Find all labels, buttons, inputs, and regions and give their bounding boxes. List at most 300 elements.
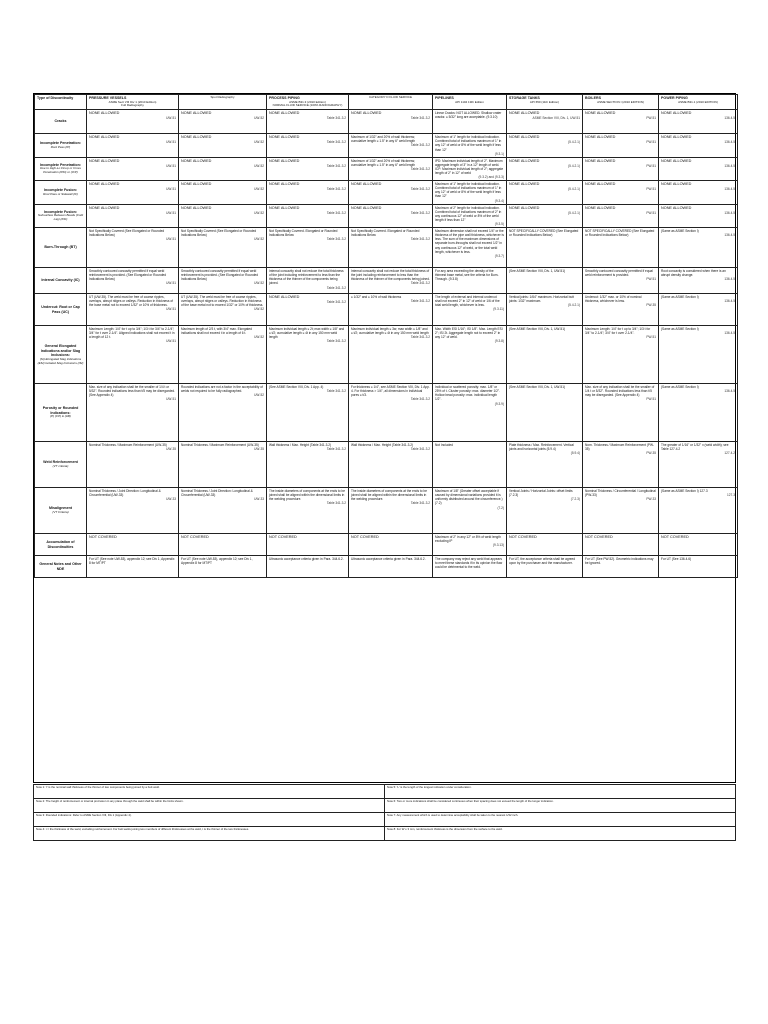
criteria-text: Plate thickness / Max. Reinforcement. Vertical joints and horizontal joints (5.9.4) bbox=[509, 443, 574, 452]
criteria-text: Maximum of 1" length for individual indication. Combined total of indications maximum of 1" in any 12" of weld or 8% of the weld length if less than 12" bbox=[435, 182, 502, 199]
column-header: CATEGORY D FLUID SERVICE bbox=[349, 95, 433, 110]
criteria-cell bbox=[87, 556, 179, 578]
criteria-text: Nominal Thickness / Joint Direction: Longitudinal & Circumferential (UW-33) bbox=[181, 489, 253, 498]
code-reference: Table 341.3.2 bbox=[326, 285, 346, 290]
code-reference: (9.3.1) bbox=[494, 151, 504, 156]
criteria-text: NOT COVERED bbox=[585, 535, 613, 540]
criteria-text: Internal concavity shall not reduce the total thickness of the joint including reinforcement to less than the thickness of the thinner of the components being joined. bbox=[351, 269, 430, 282]
criteria-cell bbox=[267, 228, 349, 268]
column-header: POWER PIPING ASME B31.1 (2010 EDITION) bbox=[659, 95, 738, 110]
code-reference: Table 341.3.2 bbox=[326, 339, 346, 344]
criteria-text: Individual or scattered porosity: max. 1/8" or 25% of t. Cluster porosity: max. diameter 1/2". Hollow bead porosity: max. individual length 1/2". bbox=[435, 385, 500, 402]
criteria-text: (Same as ASME Section I) 127.3 bbox=[661, 489, 708, 494]
criteria-text: The company may reject any weld that appears to meet these standards if in its opinion the flaw could be detrimental to the weld. bbox=[435, 557, 503, 570]
column-header: PIPELINES API 1104 19th Edition bbox=[433, 95, 507, 110]
code-reference: UW-52 bbox=[254, 163, 264, 168]
criteria-text: NONE ALLOWED bbox=[89, 158, 120, 163]
criteria-cell bbox=[349, 556, 433, 578]
criteria-cell bbox=[267, 384, 349, 442]
table-row bbox=[35, 268, 738, 294]
criteria-cell bbox=[267, 534, 349, 556]
criteria-text: NONE ALLOWED bbox=[585, 111, 616, 116]
code-reference: PW-33 bbox=[646, 497, 656, 502]
criteria-text: Wall thickness / Max. Height (Table 341.3.2) bbox=[351, 443, 414, 448]
criteria-cell bbox=[87, 384, 179, 442]
note: Note 5: 'L' is the length of the longest indication under consideration. bbox=[385, 785, 736, 799]
criteria-text: NOT COVERED bbox=[269, 535, 297, 540]
criteria-text: NONE ALLOWED bbox=[509, 135, 540, 140]
code-reference: UW-51 bbox=[166, 397, 176, 402]
criteria-text: NONE ALLOWED bbox=[89, 135, 120, 140]
criteria-cell bbox=[583, 442, 659, 488]
criteria-cell bbox=[507, 157, 583, 180]
criteria-cell bbox=[659, 442, 738, 488]
code-reference: Table 341.3.2 bbox=[410, 210, 430, 215]
code-reference: PW-51 bbox=[646, 187, 656, 192]
criteria-cell bbox=[659, 134, 738, 157]
code-reference: Table 341.3.2 bbox=[326, 210, 346, 215]
criteria-text: Maximum of 2" in any 12" or 8% of weld length excluding IP bbox=[435, 535, 501, 544]
criteria-cell bbox=[583, 228, 659, 268]
criteria-cell bbox=[267, 134, 349, 157]
note: Note 7: Any measurement which is used to determine acceptability shall be taken to the nearest 1/32 inch. bbox=[385, 813, 736, 827]
criteria-cell bbox=[659, 268, 738, 294]
notes-row bbox=[34, 827, 736, 841]
code-reference: Table 341.3.2 bbox=[410, 447, 430, 452]
criteria-text: NOT COVERED bbox=[89, 535, 117, 540]
column-header: STORAGE TANKS API 650 (11th Edition) bbox=[507, 95, 583, 110]
code-reference: 136.4.5 bbox=[724, 210, 735, 215]
criteria-cell bbox=[179, 442, 267, 488]
notes-table bbox=[33, 784, 736, 841]
criteria-text: For thickness ≤ 1/4", see ASME Section VIII, Div. 1 App. 4. For thickness > 1/4", all dimensions in individual pores ≤ t/3. bbox=[351, 385, 430, 398]
criteria-cell bbox=[659, 228, 738, 268]
criteria-cell bbox=[349, 326, 433, 384]
note: Note 3: Rounded indications: Refer to ASME Section VIII, Div 1 (Appendix 4). bbox=[34, 813, 385, 827]
criteria-cell bbox=[433, 534, 507, 556]
discontinuity-name: Incomplete Fusion: bbox=[44, 188, 77, 193]
code-reference: 136.4.5 bbox=[724, 389, 735, 394]
criteria-cell bbox=[179, 384, 267, 442]
criteria-text: (See ASME Section VIII, Div. 1, UW-51) bbox=[509, 269, 566, 274]
criteria-cell bbox=[659, 534, 738, 556]
discontinuity-label bbox=[35, 326, 87, 384]
code-reference: (9.3.7) bbox=[494, 253, 504, 258]
criteria-text: Root concavity is considered when there is an abrupt density change. bbox=[661, 269, 726, 278]
criteria-text: The inside diameters of components at the ends to be joined shall be aligned within the dimensional limits in the welding procedure. bbox=[269, 489, 346, 502]
criteria-text: For UT (See 136.4.6) bbox=[661, 557, 692, 562]
criteria-cell bbox=[583, 110, 659, 134]
weld-acceptance-table bbox=[34, 94, 738, 578]
criteria-text: NOT COVERED bbox=[661, 535, 689, 540]
criteria-cell bbox=[433, 556, 507, 578]
criteria-cell bbox=[179, 294, 267, 326]
criteria-text: Not Specifically Covered (See Elongated or Rounded Indications Below) bbox=[181, 229, 257, 238]
criteria-text: NONE ALLOWED bbox=[509, 158, 540, 163]
criteria-cell bbox=[87, 326, 179, 384]
criteria-cell bbox=[179, 228, 267, 268]
criteria-text: Not Specifically Covered. Elongated or Rounded Indications Below bbox=[351, 229, 420, 238]
criteria-cell bbox=[507, 534, 583, 556]
criteria-text: Nominal Thickness / Joint Direction: Longitudinal & Circumferential (UW-33) bbox=[89, 489, 161, 498]
code-reference: UW-52 bbox=[254, 187, 264, 192]
code-reference: UW-51 bbox=[166, 210, 176, 215]
criteria-cell bbox=[87, 442, 179, 488]
criteria-text: NONE ALLOWED bbox=[585, 158, 616, 163]
code-reference: PW-51 bbox=[646, 397, 656, 402]
criteria-text: For UT, the acceptance criteria shall be agreed upon by the purchaser and the manufacturer. bbox=[509, 557, 576, 566]
table-body bbox=[35, 110, 738, 578]
criteria-cell bbox=[507, 488, 583, 534]
criteria-cell bbox=[659, 110, 738, 134]
criteria-text: For any area exceeding the density of the thinnest base metal, see the criteria for Burn-Through. (9.3.8) bbox=[435, 269, 499, 282]
code-reference: UW-52 bbox=[254, 116, 264, 121]
code-reference: Table 341.3.2 bbox=[410, 187, 430, 192]
criteria-cell bbox=[433, 294, 507, 326]
code-reference: 136.4.5 bbox=[724, 163, 735, 168]
code-reference: PW-51 bbox=[646, 277, 656, 282]
discontinuity-subtitle: Subsurface Between Beads (Cold Lap) (IFD) bbox=[37, 213, 84, 222]
criteria-text: Ultrasonic acceptance criteria given in Para. 344.6.2. bbox=[269, 557, 344, 562]
discontinuity-subtitle: (P) (CP) & (HB) bbox=[50, 414, 71, 419]
criteria-cell bbox=[349, 268, 433, 294]
code-reference: 136.4.5 bbox=[724, 233, 735, 238]
criteria-text: Max. size of any indication shall be the smaller of 1/4 t or 5/32". Rounded indications less than t/5 may be disregarded. (See Appendix 4) bbox=[89, 385, 176, 398]
criteria-cell bbox=[507, 384, 583, 442]
code-reference: Table 341.3.2 bbox=[326, 501, 346, 506]
criteria-cell bbox=[433, 110, 507, 134]
code-reference: (5.4.2.1) bbox=[568, 187, 580, 192]
criteria-text: NONE ALLOWED bbox=[181, 135, 212, 140]
criteria-text: NOT COVERED bbox=[181, 535, 209, 540]
criteria-cell bbox=[267, 294, 349, 326]
criteria-cell bbox=[659, 556, 738, 578]
criteria-cell bbox=[583, 204, 659, 227]
criteria-text: Not Included bbox=[435, 443, 453, 448]
criteria-text: NONE ALLOWED bbox=[269, 111, 300, 116]
discontinuity-name: Incomplete Fusion: bbox=[44, 209, 77, 214]
criteria-cell bbox=[87, 488, 179, 534]
code-reference: UW-51 bbox=[166, 187, 176, 192]
criteria-text: Nom. Thickness / Maximum Reinforcement (PW-35) bbox=[585, 443, 654, 452]
discontinuity-label bbox=[35, 157, 87, 180]
criteria-text: NOT SPECIFICALLY COVERED (See Elongated or Rounded Indications Below) bbox=[585, 229, 655, 238]
criteria-text: NONE ALLOWED bbox=[661, 205, 692, 210]
discontinuity-subtitle: Root Pass or Sidewall (IF) bbox=[43, 191, 78, 196]
criteria-cell bbox=[433, 157, 507, 180]
discontinuity-label bbox=[35, 442, 87, 488]
criteria-text: NONE ALLOWED bbox=[351, 205, 382, 210]
criteria-cell bbox=[507, 110, 583, 134]
criteria-cell bbox=[583, 534, 659, 556]
table-row bbox=[35, 442, 738, 488]
criteria-cell bbox=[87, 204, 179, 227]
criteria-cell bbox=[267, 326, 349, 384]
code-reference: 136.4.5 bbox=[724, 140, 735, 145]
criteria-text: For UT (See note UW-53), appendix 12; see Div 1, Appendix 8 for MT/PT bbox=[181, 557, 253, 566]
criteria-text: NONE ALLOWED bbox=[661, 111, 692, 116]
code-reference: Table 341.3.2 bbox=[410, 299, 430, 304]
criteria-text: Vertical Joints / Horizontal Joints: offset limits (7.2.3) bbox=[509, 489, 573, 498]
criteria-text: For UT (See note UW-53), appendix 12; see Div 1, Appendix 8 for MT/PT bbox=[89, 557, 175, 566]
discontinuity-label bbox=[35, 556, 87, 578]
criteria-cell bbox=[583, 488, 659, 534]
criteria-cell bbox=[659, 488, 738, 534]
code-reference: ASME Section VIII, Div. 1, UW-51 bbox=[532, 116, 580, 121]
criteria-text: NONE ALLOWED bbox=[269, 135, 300, 140]
criteria-cell bbox=[349, 294, 433, 326]
criteria-cell bbox=[507, 326, 583, 384]
criteria-text: Maximum individual length ≤ 3w; max width ≤ 1/8" and ≤ t/2; cumulative length ≤ 4t in any 150 mm weld length bbox=[351, 327, 429, 336]
code-reference: PW-51 bbox=[646, 210, 656, 215]
criteria-cell bbox=[433, 181, 507, 204]
code-reference: Table 341.3.2 bbox=[410, 501, 430, 506]
criteria-text: (Same as ASME Section I) bbox=[661, 385, 699, 390]
discontinuity-label bbox=[35, 268, 87, 294]
discontinuity-subtitle: (VT Criteria) bbox=[52, 510, 69, 514]
criteria-text: NONE ALLOWED bbox=[89, 111, 120, 116]
criteria-cell bbox=[507, 294, 583, 326]
criteria-cell bbox=[267, 110, 349, 134]
criteria-cell bbox=[583, 384, 659, 442]
discontinuity-label bbox=[35, 488, 87, 534]
discontinuity-label bbox=[35, 294, 87, 326]
table-row bbox=[35, 556, 738, 578]
criteria-cell bbox=[659, 157, 738, 180]
code-reference: UW-52 bbox=[254, 140, 264, 145]
criteria-cell bbox=[583, 556, 659, 578]
code-reference: (5.4.2.1) bbox=[568, 140, 580, 145]
criteria-text: Vertical joints: 1/64" maximum. Horizontal butt joints: 1/32" maximum. bbox=[509, 295, 574, 304]
discontinuity-name: Misalignment bbox=[49, 506, 72, 511]
discontinuity-subtitle: Root Pass (IP) bbox=[50, 144, 71, 149]
discontinuity-name: Incomplete Penetration: bbox=[40, 141, 81, 146]
criteria-text: Nominal Thickness / Maximum Reinforcement (UW-35) bbox=[89, 443, 167, 448]
code-reference: (9.3.13) bbox=[493, 543, 504, 548]
criteria-text: UT (UW-35). The weld must be free of coarse ripples, overlaps, abrupt ridges or valleys. Reduction in thickness of the base metal not to exceed 1/32" or 10% of thickness. bbox=[89, 295, 173, 308]
criteria-cell bbox=[349, 534, 433, 556]
criteria-text: (See ASME Section VIII, Div. 1, UW-51) bbox=[509, 327, 566, 332]
criteria-cell bbox=[507, 204, 583, 227]
criteria-cell bbox=[179, 204, 267, 227]
criteria-text: NONE ALLOWED bbox=[351, 111, 382, 116]
criteria-text: NONE ALLOWED bbox=[661, 135, 692, 140]
code-reference: Table 341.3.2 bbox=[410, 335, 430, 340]
code-reference: (9.3.9) bbox=[494, 401, 504, 406]
criteria-text: NONE ALLOWED bbox=[585, 182, 616, 187]
code-reference: UW-52 bbox=[254, 335, 264, 340]
criteria-cell bbox=[87, 228, 179, 268]
criteria-text: Max. size of any indication shall be the smaller of 1/4 t or 5/32". Rounded indications less than t/5 may be disregarded. (See Appendix 4) bbox=[585, 385, 655, 398]
criteria-text: ≤ 1/32" and ≤ 10% of wall thickness bbox=[351, 295, 402, 300]
criteria-cell bbox=[349, 488, 433, 534]
code-reference: UW-51 bbox=[166, 281, 176, 286]
criteria-text: NONE ALLOWED bbox=[181, 158, 212, 163]
code-reference: UW-33 bbox=[254, 497, 264, 502]
criteria-cell bbox=[433, 488, 507, 534]
code-reference: PW-51 bbox=[646, 335, 656, 340]
criteria-text: Maximum Length: 1/4" for t up to 3/4"; 1/3 t for 3/4" to 2-1/4"; 3/4" for t over 2-1/4". bbox=[585, 327, 651, 336]
discontinuity-label bbox=[35, 384, 87, 442]
code-reference: UW-52 bbox=[254, 307, 264, 312]
code-reference: UW-51 bbox=[166, 237, 176, 242]
table-row bbox=[35, 488, 738, 534]
criteria-text: Not Specifically Covered. Elongated or Rounded Indications Below bbox=[269, 229, 338, 238]
code-reference: UW-35 bbox=[254, 447, 264, 452]
criteria-cell bbox=[267, 157, 349, 180]
table-row bbox=[35, 326, 738, 384]
criteria-text: IPD: Maximum individual length of 2". Maximum aggregate length of 3" in a 12" length of weld. ICP: Maximum individual length of 2"; aggregate length of 2" in 12" of weld bbox=[435, 158, 504, 175]
criteria-cell bbox=[433, 442, 507, 488]
criteria-cell bbox=[349, 110, 433, 134]
criteria-text: NONE ALLOWED bbox=[181, 182, 212, 187]
criteria-cell bbox=[433, 326, 507, 384]
criteria-text: Nominal Thickness / Maximum Reinforcement (UW-35) bbox=[181, 443, 259, 448]
criteria-text: Linear Cracks: NOT ALLOWED. Shallow crater cracks: ≤ 5/32" long are acceptable. (9.3.10) bbox=[435, 111, 502, 120]
criteria-text: Maximum of 2" length for individual indication. Combined total of indications maximum of 2" in any continuous 12" of weld or 8% of the weld length if less than 12" bbox=[435, 205, 502, 222]
criteria-cell bbox=[179, 134, 267, 157]
column-header: PROCESS PIPING ASME B31.3 (2010 Edition) NORMAL FLUID SERVICE (100% RADIOGRAPHY) bbox=[267, 95, 349, 110]
code-reference: UW-51 bbox=[166, 307, 176, 312]
code-reference: UW-51 bbox=[166, 116, 176, 121]
criteria-text: Undercut: 1/32" max. or 10% of nominal thickness, whichever is less. bbox=[585, 295, 642, 304]
criteria-text: (See ASME Section VIII, Div. 1 App. 4) bbox=[269, 385, 324, 390]
discontinuity-name: Porosity or Rounded Indications: bbox=[42, 406, 79, 415]
code-reference: Table 341.3.2 bbox=[326, 389, 346, 394]
table-row bbox=[35, 110, 738, 134]
discontinuity-name: Undercut: Root or Cap Pass (UC) bbox=[41, 305, 80, 314]
note: Note 6: Two or more indications shall be considered continuous when their spacing does not exceed the length of the longer indication. bbox=[385, 799, 736, 813]
code-reference: UW-33 bbox=[166, 497, 176, 502]
criteria-text: Rounded indications are not a factor in the acceptability of welds not required to be fully radiographed. bbox=[181, 385, 263, 394]
criteria-cell bbox=[349, 442, 433, 488]
notes-row bbox=[34, 799, 736, 813]
note: Note 4: t = the thickness of the weld, excluding reinforcement. For butt welds joining two members of different thicknesses at the weld, t is the thinner of the two thicknesses. bbox=[34, 827, 385, 841]
criteria-text: NONE ALLOWED bbox=[269, 205, 300, 210]
criteria-text: Maximum dimension shall not exceed 1/4" or the thickness of the pipe wall thickness, whichever is less. The sum of the maximum dimensions of separate burn-throughs shall not exceed 1/2" in any continuous 12" of weld, or the total weld length, whichever is less. bbox=[435, 229, 504, 254]
criteria-cell bbox=[349, 204, 433, 227]
table-row bbox=[35, 534, 738, 556]
criteria-text: NONE ALLOWED bbox=[509, 205, 540, 210]
criteria-cell bbox=[507, 181, 583, 204]
header-row bbox=[35, 95, 738, 110]
code-reference: UW-52 bbox=[254, 237, 264, 242]
criteria-cell bbox=[583, 134, 659, 157]
criteria-cell bbox=[507, 556, 583, 578]
criteria-text: Maximum of 1" length for individual indication. Combined total of indications maximum of 1" in any 12" of weld or 8% of the weld length if less than 12" bbox=[435, 135, 502, 152]
criteria-text: (Same as ASME Section I) bbox=[661, 229, 699, 234]
table-row bbox=[35, 294, 738, 326]
criteria-cell bbox=[433, 134, 507, 157]
code-reference: Table 341.3.2 bbox=[326, 237, 346, 242]
criteria-cell bbox=[433, 204, 507, 227]
code-reference: Table 341.3.2 bbox=[326, 163, 346, 168]
criteria-cell bbox=[659, 294, 738, 326]
code-reference: Table 341.3.2 bbox=[410, 237, 430, 242]
criteria-cell bbox=[659, 181, 738, 204]
discontinuity-label bbox=[35, 110, 87, 134]
code-reference: UW-51 bbox=[166, 163, 176, 168]
discontinuity-label bbox=[35, 204, 87, 227]
criteria-text: Smoothly contoured concavity permitted if equal weld reinforcement is provided. (See Elongated or Rounded Indications Below) bbox=[181, 269, 259, 282]
criteria-text: Maximum of 1/8" (Greater offset acceptable if caused by dimensional variations provided it is uniformly distributed around the circumference.) (7.2) bbox=[435, 489, 503, 506]
criteria-text: (Same as ASME Section I) bbox=[661, 327, 699, 332]
code-reference: (7.2.3) bbox=[570, 497, 580, 502]
criteria-text: Internal concavity shall not reduce the total thickness of the joint including reinforcement to less than the thickness of the thinner of the components being joined. bbox=[269, 269, 344, 286]
criteria-cell bbox=[349, 134, 433, 157]
code-reference: Table 341.3.2 bbox=[410, 116, 430, 121]
code-reference: 127.3 bbox=[727, 493, 735, 498]
criteria-cell bbox=[179, 556, 267, 578]
criteria-cell bbox=[583, 181, 659, 204]
discontinuity-name: Cracks bbox=[54, 119, 67, 124]
criteria-text: The inside diameters of components at the ends to be joined shall be aligned within the dimensional limits in the welding procedure. bbox=[351, 489, 428, 502]
criteria-cell bbox=[507, 442, 583, 488]
criteria-cell bbox=[87, 534, 179, 556]
code-reference: UW-52 bbox=[254, 281, 264, 286]
code-reference: 136.4.5 bbox=[724, 299, 735, 304]
criteria-text: Smoothly contoured concavity permitted if equal weld reinforcement is provided. bbox=[585, 269, 653, 278]
criteria-text: NONE ALLOWED bbox=[89, 182, 120, 187]
discontinuity-name: General Notes and Other NDE bbox=[39, 562, 82, 571]
criteria-cell bbox=[507, 228, 583, 268]
criteria-text: NONE ALLOWED bbox=[585, 205, 616, 210]
criteria-cell bbox=[507, 134, 583, 157]
code-reference: (5.4.2.1) bbox=[568, 163, 580, 168]
code-reference: Table 341.3.2 bbox=[326, 116, 346, 121]
criteria-cell bbox=[179, 326, 267, 384]
criteria-text: For UT (See PW-52). Geometric indications may be ignored. bbox=[585, 557, 654, 566]
criteria-cell bbox=[179, 157, 267, 180]
criteria-text: NONE ALLOWED bbox=[661, 158, 692, 163]
code-reference: Table 341.3.2 bbox=[326, 187, 346, 192]
criteria-text: (Same as ASME Section I) bbox=[661, 295, 699, 300]
criteria-text: Maximum of 1/32" and 20% of wall thickness; cumulative length ≤ 1.5" in any 6" weld length bbox=[351, 135, 416, 144]
code-reference: UW-52 bbox=[254, 210, 264, 215]
code-reference: Table 341.3.2 bbox=[410, 166, 430, 171]
code-reference: PW-51 bbox=[646, 116, 656, 121]
code-reference: Table 341.3.2 bbox=[410, 143, 430, 148]
criteria-cell bbox=[87, 268, 179, 294]
criteria-cell bbox=[659, 326, 738, 384]
code-reference: (9.3.11) bbox=[493, 307, 504, 312]
discontinuity-name: Weld Reinforcement bbox=[43, 460, 78, 465]
notes-row bbox=[34, 785, 736, 799]
note: Note 1: 't' is the nominal wall thickness of the thinner of two components being joined by a butt weld. bbox=[34, 785, 385, 799]
criteria-cell bbox=[433, 384, 507, 442]
code-reference: UW-52 bbox=[254, 393, 264, 398]
table-row bbox=[35, 384, 738, 442]
discontinuity-label bbox=[35, 181, 87, 204]
discontinuity-name: Burn-Through (BT) bbox=[44, 245, 77, 250]
criteria-cell bbox=[507, 268, 583, 294]
criteria-cell bbox=[583, 294, 659, 326]
criteria-text: Maximum individual length ≤ 2t; max width ≤ 1/8" and ≤ t/2; cumulative length ≤ 4t in any 150 mm weld length bbox=[269, 327, 345, 340]
code-reference: UW-51 bbox=[166, 140, 176, 145]
criteria-cell bbox=[267, 204, 349, 227]
criteria-text: Nominal Thickness / Circumferential / Longitudinal (PW-33) bbox=[585, 489, 656, 498]
criteria-cell bbox=[583, 268, 659, 294]
discontinuity-subtitle: (SI) Elongated Slag Indications (ESI) Isolated Slag Inclusions (ISI) bbox=[37, 356, 84, 365]
criteria-cell bbox=[267, 556, 349, 578]
criteria-cell bbox=[87, 294, 179, 326]
criteria-text: Maximum of 1/32" and 20% of wall thickness; cumulative length ≤ 1.5" in any 6" weld length bbox=[351, 158, 416, 167]
criteria-text: NONE ALLOWED bbox=[181, 205, 212, 210]
note: Note 2: The height of reinforcement or internal protrusion in any plane through the weld shall be within the limits shown. bbox=[34, 799, 385, 813]
code-reference: (9.3.4) bbox=[494, 198, 504, 203]
code-reference: (5.4.2.1) bbox=[568, 303, 580, 308]
criteria-cell bbox=[179, 268, 267, 294]
